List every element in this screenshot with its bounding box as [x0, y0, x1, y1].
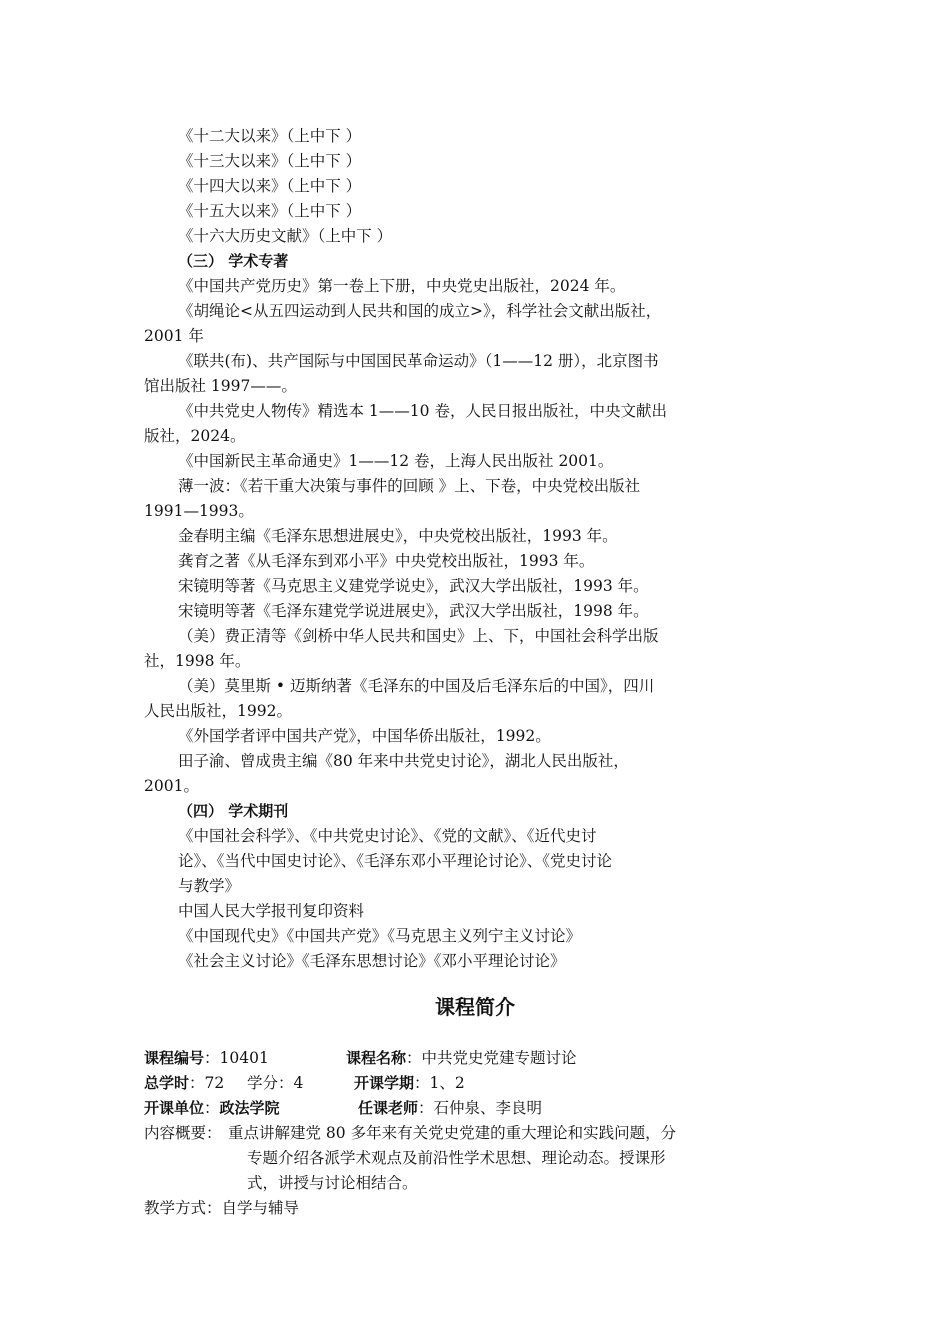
total-hours-value: 72 [204, 1074, 225, 1092]
colon: ： [418, 1099, 434, 1117]
section-heading-monographs: （三） 学术专著 [178, 252, 289, 270]
total-hours-label: 总学时 [144, 1074, 190, 1092]
teacher-label: 任课老师 [358, 1099, 419, 1117]
term-value: 1、2 [429, 1074, 465, 1092]
course-code-row [144, 1046, 269, 1071]
reference-line: 《中共党史人物传》精选本 1——10 卷，人民日报出版社，中央文献出 [178, 402, 667, 420]
course-term-row [354, 1071, 465, 1096]
course-name-value: 中共党史党建专题讨论 [421, 1049, 577, 1067]
series-line: 《十五大以来》（上中下 ） [178, 202, 362, 220]
reference-line: 龚育之著《从毛泽东到邓小平》中央党校出版社，1993 年。 [178, 552, 595, 570]
reference-line: 《胡绳论<从五四运动到人民共和国的成立>》，科学社会文献出版社， [178, 302, 662, 320]
colon: ： [414, 1074, 430, 1092]
reference-line: 《中国共产党历史》第一卷上下册，中央党史出版社，2024 年。 [178, 277, 626, 295]
term-label: 开课学期 [354, 1074, 415, 1092]
course-intro-title: 课程简介 [435, 995, 515, 1019]
course-code-label: 课程编号 [144, 1049, 205, 1067]
teaching-method-label: 教学方式： [144, 1199, 222, 1217]
reference-line: （美）莫里斯 • 迈斯纳著《毛泽东的中国及后毛泽东后的中国》，四川 [178, 677, 655, 695]
journal-line: 《中国现代史》《中国共产党》《马克思主义列宁主义讨论》 [178, 927, 582, 945]
unit-value: 政法学院 [219, 1099, 280, 1117]
colon: ： [204, 1049, 220, 1067]
course-teacher-row [358, 1096, 542, 1121]
reference-line: 社，1998 年。 [144, 652, 251, 670]
credit-value: 4 [293, 1074, 304, 1092]
reference-line: 田子渝、曾成贵主编《80 年来中共党史讨论》，湖北人民出版社， [178, 752, 629, 770]
journal-line: 《中国社会科学》、《中共党史讨论》、《党的文献》、《近代史讨 [178, 827, 597, 845]
course-hours-row [144, 1071, 224, 1096]
colon: ： [189, 1074, 205, 1092]
teaching-method-row [144, 1196, 299, 1221]
teacher-value: 石仲泉、李良明 [433, 1099, 543, 1117]
course-unit-row [144, 1096, 280, 1121]
colon: ： [204, 1099, 220, 1117]
series-line: 《十四大以来》（上中下 ） [178, 177, 362, 195]
journal-line: 与教学》 [178, 877, 241, 895]
journal-line: 《社会主义讨论》《毛泽东思想讨论》《邓小平理论讨论》 [178, 952, 566, 970]
reference-line: 宋镜明等著《毛泽东建党学说进展史》，武汉大学出版社，1998 年。 [178, 602, 649, 620]
course-code-value: 10401 [219, 1049, 269, 1067]
section-heading-journals: （四） 学术期刊 [178, 802, 289, 820]
reference-line: 《中国新民主革命通史》1——12 卷，上海人民出版社 2001。 [178, 452, 614, 470]
reference-line: 人民出版社，1992。 [144, 702, 292, 720]
journal-line: 中国人民大学报刊复印资料 [178, 902, 365, 920]
series-line: 《十六大历史文献》（上中下 ） [178, 227, 393, 245]
reference-line: 2001。 [144, 777, 199, 795]
course-name-row [346, 1046, 577, 1071]
reference-line: 2001 年 [144, 327, 204, 345]
colon: ： [406, 1049, 422, 1067]
course-credit-row [247, 1071, 303, 1096]
summary-line: 式，讲授与讨论相结合。 [247, 1174, 418, 1192]
summary-label: 内容概要： [144, 1124, 222, 1142]
reference-line: 《外国学者评中国共产党》，中国华侨出版社，1992。 [178, 727, 551, 745]
series-line: 《十二大以来》（上中下 ） [178, 127, 362, 145]
reference-line: 金春明主编《毛泽东思想进展史》，中央党校出版社，1993 年。 [178, 527, 618, 545]
summary-line: 专题介绍各派学术观点及前沿性学术思想、理论动态。授课形 [247, 1149, 666, 1167]
reference-line: （美）费正清等《剑桥中华人民共和国史》上、下，中国社会科学出版 [178, 627, 659, 645]
reference-line: 版社，2024。 [144, 427, 246, 445]
journal-line: 论》、《当代中国史讨论》、《毛泽东邓小平理论讨论》、《党史讨论 [178, 852, 613, 870]
course-name-label: 课程名称 [346, 1049, 407, 1067]
teaching-method-value: 自学与辅导 [221, 1199, 300, 1217]
reference-line: 馆出版社 1997——。 [144, 377, 297, 395]
credit-label: 学分 [247, 1074, 279, 1092]
reference-line: 宋镜明等著《马克思主义建党学说史》，武汉大学出版社，1993 年。 [178, 577, 649, 595]
reference-line: 薄一波：《若干重大决策与事件的回顾 》上、下卷，中央党校出版社 [178, 477, 641, 495]
summary-line: 重点讲解建党 80 多年来有关党史党建的重大理论和实践问题，分 [228, 1124, 677, 1142]
series-line: 《十三大以来》（上中下 ） [178, 152, 362, 170]
reference-line: 1991—1993。 [144, 502, 254, 520]
unit-label: 开课单位 [144, 1099, 205, 1117]
colon: ： [278, 1074, 294, 1092]
reference-line: 《联共(布)、共产国际与中国国民革命运动》（1——12 册），北京图书 [178, 352, 659, 370]
